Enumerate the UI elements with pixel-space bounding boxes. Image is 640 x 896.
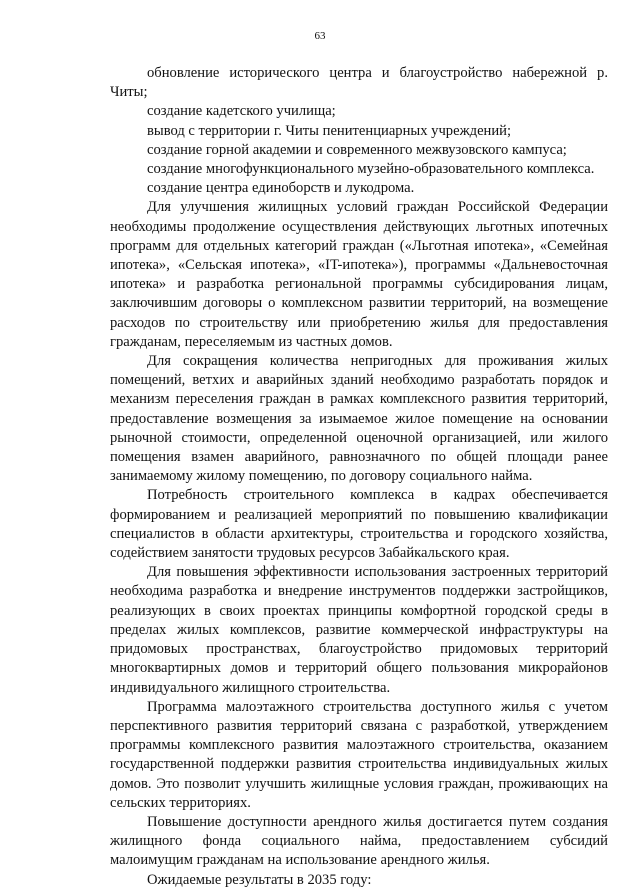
page-number: 63 [314,30,326,42]
list-item-museum-complex: создание многофункционального музейно-образовательного комплекса. [147,161,595,178]
list-item-penitentiary: вывод с территории г. Читы пенитенциарных учреждений; [147,122,512,139]
paragraph-personnel: Потребность строительного комплекса в кадрах обеспечивается формированием и реализацией мероприятий по повышению квалификации специалистов в области архитектуры, строительства и городского хозяйства, содействием занятости трудовых ресурсов Забайкальского края. [110,487,608,562]
list-item-cadet-school: создание кадетского училища; [147,103,336,120]
list-item-mining-academy: создание горной академии и современного межвузовского кампуса; [147,141,567,158]
document-body [110,64,608,890]
paragraph-rental-housing: Повышение доступности арендного жилья достигается путем создания жилищного фонда социального найма, предоставлением субсидий малоимущим гражданам на использование арендного жилья. [110,813,608,869]
paragraph-low-rise-housing: Программа малоэтажного строительства доступного жилья с учетом перспективного развития территорий связана с разработкой, утверждением программы комплексного развития малоэтажного строительства, оказанием государственной поддержки развития строительства индивидуальных жилых домов. Это позволит улучшить жилищные условия граждан, проживающих на сельских территориях. [110,698,608,811]
paragraph-resettlement: Для сокращения количества непригодных для проживания жилых помещений, ветхих и аварийных зданий необходимо разработать порядок и механизм переселения граждан в рамках комплексного развития территорий, предоставление возмещения за изымаемое жилое помещение на основании рыночной стоимости, определенной оценочной организацией, или жилого помещения взамен аварийного, равнозначного по общей площади ранее занимаемому жилому помещению, по договору социального найма. [110,353,608,485]
paragraph-developer-support: Для повышения эффективности использования застроенных территорий необходима разработка и внедрение инструментов поддержки застройщиков, реализующих в своих проектах принципы комфортной городской среды в пределах жилых комплексов, развитие коммерческой инфраструктуры на придомовых пространствах, благоустройство придомовых территорий многоквартирных домов и территорий общего пользования микрорайонов индивидуального жилищного строительства. [110,564,608,696]
list-item-martial-arts-center: создание центра единоборств и лукодрома. [147,180,415,197]
paragraph-expected-results: Ожидаемые результаты в 2035 году: [147,871,372,888]
paragraph-mortgage-programs: Для улучшения жилищных условий граждан Российской Федерации необходимы продолжение осуществления действующих льготных ипотечных программ для отдельных категорий граждан («Льготная ипотека», «Семейная ипотека», «Сельская ипотека», «IT-ипотека»), программы «Дальневосточная ипотека» и разработка региональной программы субсидирования лицам, заключившим договоры о комплексном развитии территорий, на возмещение расходов по строительству или приобретению жилья для предоставления гражданам, переселяемым из частных домов. [110,199,608,350]
list-item-embankment: обновление исторического центра и благоустройство набережной р. Читы; [110,65,608,101]
